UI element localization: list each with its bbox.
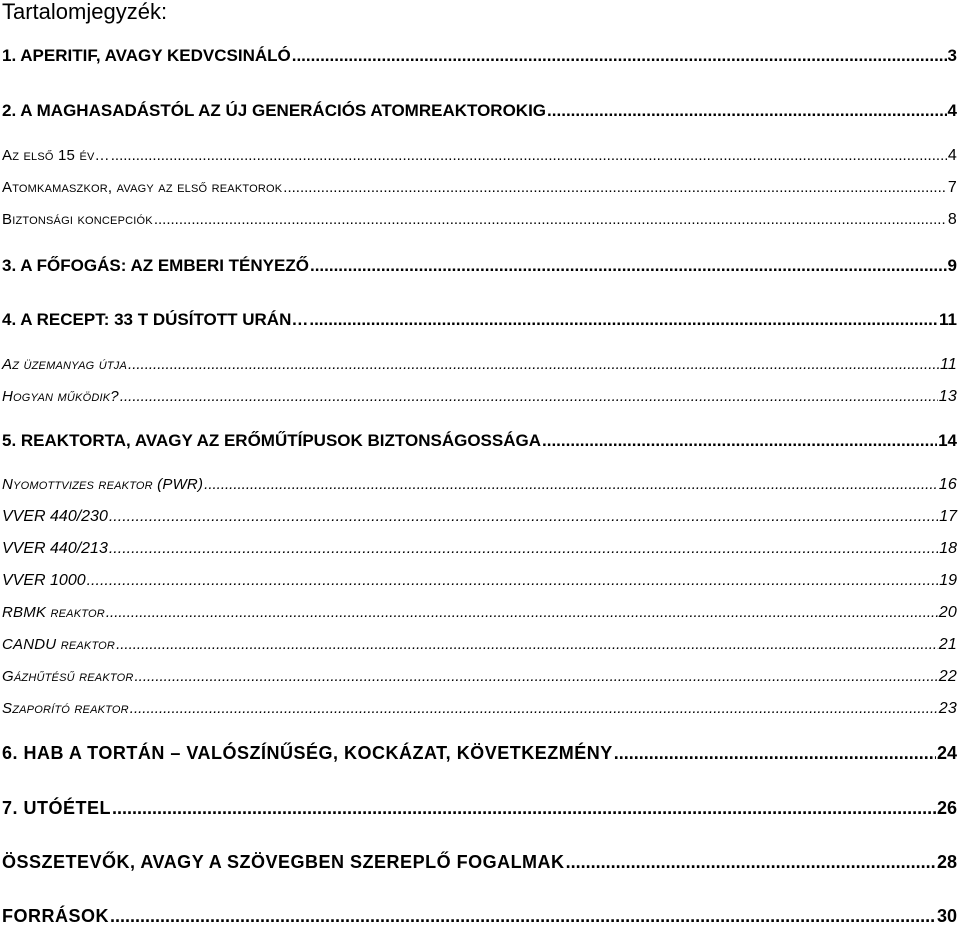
toc-entry-label: Gázhűtésű reaktor bbox=[2, 668, 134, 685]
toc-entry-label: Hogyan működik? bbox=[2, 388, 119, 405]
dot-leader bbox=[135, 667, 938, 687]
toc-entry-label: Atomkamaszkor, avagy az első reaktorok bbox=[2, 179, 283, 196]
toc-entry-label: RBMK reaktor bbox=[2, 604, 105, 621]
toc-entry[interactable] bbox=[2, 178, 957, 198]
toc-entry-page: 4 bbox=[947, 101, 957, 120]
dot-leader bbox=[106, 603, 938, 623]
toc-entry-page: 9 bbox=[947, 256, 957, 275]
toc-entry-label: Nyomottvizes reaktor (PWR) bbox=[2, 476, 204, 493]
dot-leader bbox=[120, 387, 938, 407]
toc-entry-label: ÖSSZETEVŐK, AVAGY A SZÖVEGBEN SZEREPLŐ FOGALMAK bbox=[2, 852, 565, 872]
toc-entry[interactable] bbox=[2, 743, 957, 763]
toc-entry[interactable] bbox=[2, 46, 957, 66]
toc-entry-page: 20 bbox=[938, 604, 957, 621]
toc-entry-page: 18 bbox=[939, 540, 957, 557]
dot-leader bbox=[154, 210, 947, 230]
dot-leader bbox=[204, 475, 938, 495]
dot-leader bbox=[283, 178, 947, 198]
toc-entry-page: 22 bbox=[938, 668, 957, 685]
toc-entry-label: 7. UTÓÉTEL bbox=[2, 798, 112, 818]
dot-leader bbox=[130, 699, 938, 719]
toc-entry-label: 4. A RECEPT: 33 T DÚSÍTOTT URÁN… bbox=[2, 310, 309, 329]
toc-entry-page: 14 bbox=[938, 431, 957, 450]
toc-entry-label: CANDU reaktor bbox=[2, 636, 116, 653]
dot-leader bbox=[109, 507, 938, 527]
toc-entry-page: 11 bbox=[939, 310, 957, 329]
toc-entry-label: VVER 440/230 bbox=[2, 508, 108, 525]
toc-entry-page: 13 bbox=[938, 388, 957, 405]
toc-entry-label: 5. REAKTORTA, AVAGY AZ ERŐMŰTÍPUSOK BIZTONSÁGOSSÁGA bbox=[2, 431, 542, 450]
dot-leader bbox=[566, 852, 936, 872]
toc-entry[interactable] bbox=[2, 101, 957, 121]
toc-entry-label: Az üzemanyag útja bbox=[2, 356, 128, 373]
toc-entry[interactable] bbox=[2, 507, 957, 527]
toc-entry-label: VVER 1000 bbox=[2, 572, 86, 589]
toc-entry[interactable] bbox=[2, 146, 957, 166]
toc-entry-label: FORRÁSOK bbox=[2, 906, 109, 926]
toc-entry[interactable] bbox=[2, 852, 957, 872]
toc-entry[interactable] bbox=[2, 539, 957, 559]
toc-title: Tartalomjegyzék: bbox=[2, 0, 168, 24]
dot-leader bbox=[309, 310, 938, 330]
toc-entry-label: 6. HAB A TORTÁN – VALÓSZÍNŰSÉG, KOCKÁZAT, KÖVETKEZMÉNY bbox=[2, 743, 613, 763]
dot-leader bbox=[87, 571, 939, 591]
toc-entry[interactable] bbox=[2, 210, 957, 230]
dot-leader bbox=[112, 798, 936, 818]
toc-entry-page: 19 bbox=[939, 572, 957, 589]
dot-leader bbox=[614, 743, 936, 763]
toc-entry-page: 3 bbox=[947, 46, 957, 65]
toc-entry[interactable] bbox=[2, 699, 957, 719]
toc-entry-page: 11 bbox=[939, 356, 957, 373]
toc-entry-page: 30 bbox=[936, 906, 957, 926]
toc-entry-page: 17 bbox=[939, 508, 957, 525]
toc-entry[interactable] bbox=[2, 310, 957, 330]
toc-entry[interactable] bbox=[2, 906, 957, 926]
dot-leader bbox=[116, 635, 938, 655]
toc-entry-label: Biztonsági koncepciók bbox=[2, 211, 153, 228]
toc-entry[interactable] bbox=[2, 571, 957, 591]
toc-entry[interactable] bbox=[2, 603, 957, 623]
toc-entry-page: 7 bbox=[947, 179, 957, 196]
toc-entry-page: 21 bbox=[938, 636, 957, 653]
toc-entry-label: Szaporító reaktor bbox=[2, 700, 129, 717]
toc-entry[interactable] bbox=[2, 475, 957, 495]
dot-leader bbox=[310, 256, 947, 276]
dot-leader bbox=[292, 46, 947, 66]
toc-entry-page: 16 bbox=[938, 476, 957, 493]
toc-entry[interactable] bbox=[2, 635, 957, 655]
dot-leader bbox=[110, 906, 936, 926]
toc-entry-label: 2. A MAGHASADÁSTÓL AZ ÚJ GENERÁCIÓS ATOMREAKTOROKIG bbox=[2, 101, 547, 120]
dot-leader bbox=[111, 146, 947, 166]
toc-entry-page: 26 bbox=[936, 798, 957, 818]
dot-leader bbox=[128, 355, 939, 375]
toc-entry-label: 1. APERITIF, AVAGY KEDVCSINÁLÓ bbox=[2, 46, 291, 65]
toc-entry[interactable] bbox=[2, 256, 957, 276]
toc-entry-page: 24 bbox=[936, 743, 957, 763]
toc-entry[interactable] bbox=[2, 667, 957, 687]
toc-entry-label: VVER 440/213 bbox=[2, 540, 108, 557]
toc-entry[interactable] bbox=[2, 387, 957, 407]
dot-leader bbox=[542, 431, 937, 451]
toc-entry-page: 8 bbox=[947, 211, 957, 228]
toc-entry[interactable] bbox=[2, 431, 957, 451]
dot-leader bbox=[547, 101, 946, 121]
toc-entry-page: 23 bbox=[938, 700, 957, 717]
toc-entry-page: 4 bbox=[947, 147, 957, 164]
toc-entry-page: 28 bbox=[936, 852, 957, 872]
toc-entry-label: 3. A FŐFOGÁS: AZ EMBERI TÉNYEZŐ bbox=[2, 256, 309, 275]
toc-entry[interactable] bbox=[2, 798, 957, 818]
dot-leader bbox=[109, 539, 938, 559]
toc-entry[interactable] bbox=[2, 355, 957, 375]
toc-entry-label: Az első 15 év… bbox=[2, 147, 110, 164]
